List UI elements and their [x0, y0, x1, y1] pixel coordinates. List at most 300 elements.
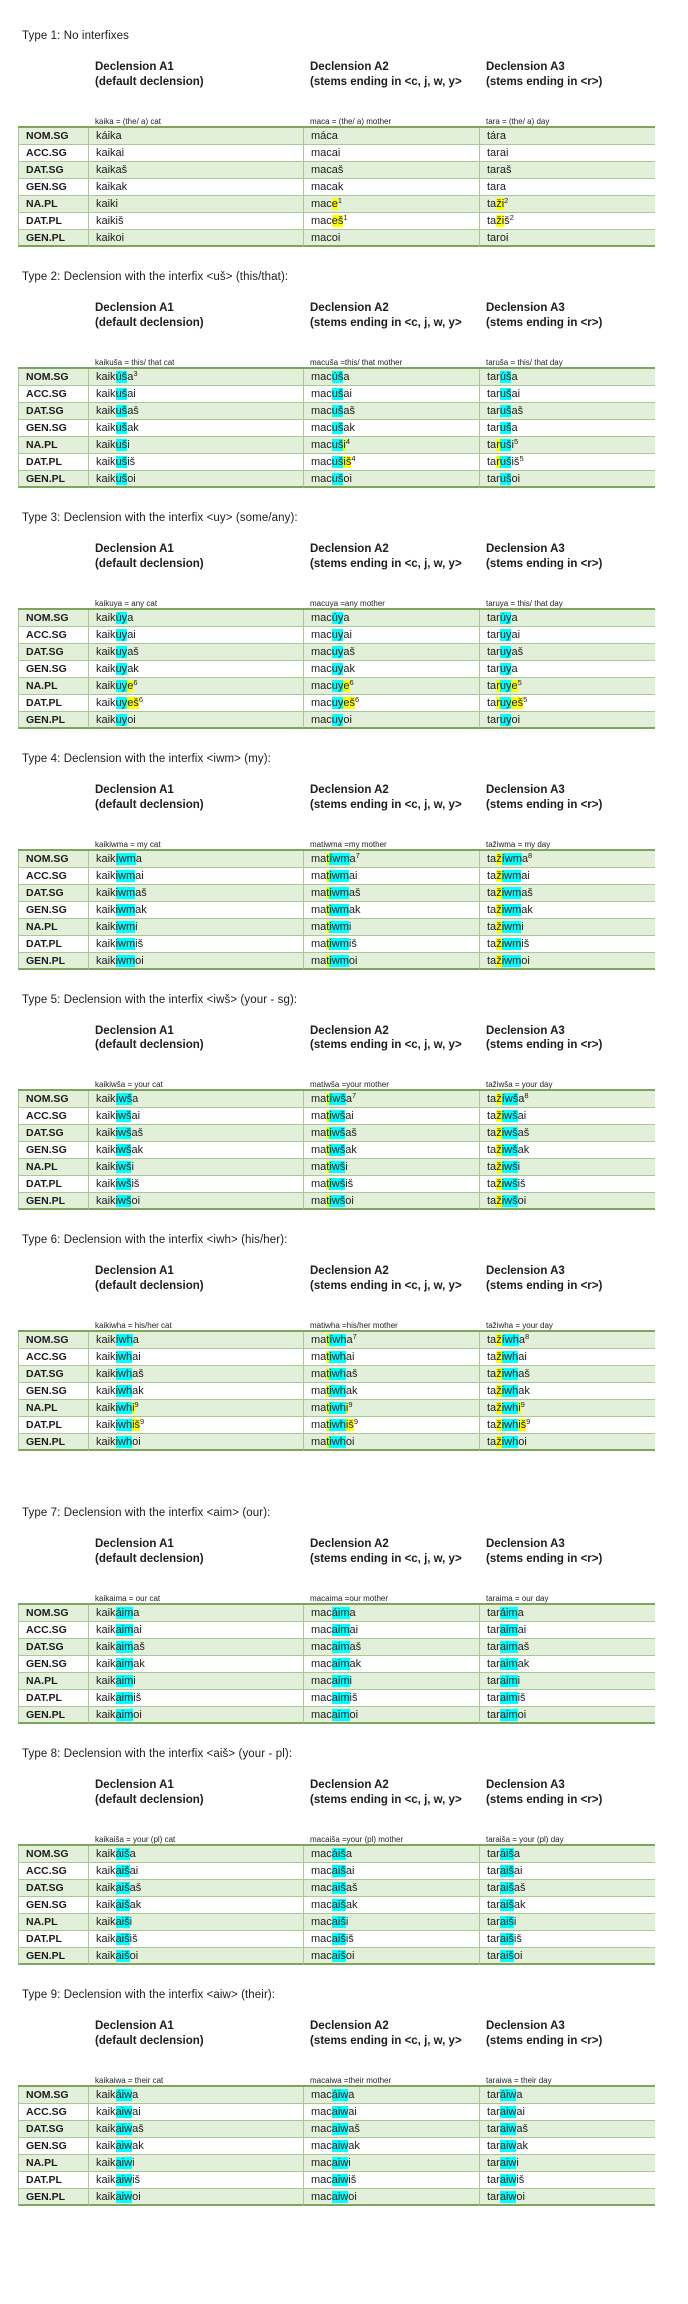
column-header-title: Declension A2 [310, 1024, 389, 1037]
irregular-highlight: ž [496, 1402, 502, 1415]
word-text: i [521, 920, 524, 933]
word-text: mac [311, 2122, 332, 2135]
word-text: ma [311, 1178, 327, 1191]
word-text: mac [311, 2190, 332, 2203]
word-cell [303, 678, 479, 695]
column-header-subtitle: (stems ending in <c, j, w, y> [310, 1794, 462, 1807]
word-cell [303, 1656, 479, 1673]
interfix-highlight: íwm [329, 852, 350, 865]
word-text: mac [311, 1848, 332, 1860]
word-text: kaik [96, 920, 116, 933]
word-text: ai [518, 1351, 527, 1364]
word-cell [88, 627, 303, 644]
interfix-highlight: aim [331, 1692, 350, 1705]
word-text: mac [311, 2088, 332, 2101]
interfix-highlight: aiš [499, 1899, 514, 1911]
word-cell [303, 902, 479, 919]
word-text: kaik [96, 1933, 116, 1945]
word-text: ai [517, 1110, 527, 1123]
word-text: a [349, 1607, 356, 1620]
irregular-highlight: ž [496, 1161, 502, 1174]
interfix-highlight: uy [115, 679, 128, 692]
interfix-highlight: iwš [115, 1110, 132, 1123]
irregular-highlight: t [326, 1419, 330, 1432]
word-cell [88, 1673, 303, 1690]
interfix-highlight: aiš [331, 1950, 346, 1962]
word-text: ta [487, 455, 497, 468]
word-text: a [348, 2088, 355, 2101]
word-text: iš [127, 455, 136, 468]
interfix-highlight: áiw [115, 2088, 133, 2101]
word-text: oi [133, 1709, 142, 1722]
example-gloss-spacer [18, 1077, 88, 1091]
interfix-highlight: aiw [499, 2139, 517, 2152]
word-text: ma [311, 1402, 327, 1415]
word-cell [303, 1142, 479, 1159]
word-text: iš [131, 1178, 140, 1191]
word-text: aš [345, 1127, 357, 1140]
word-text: tar [487, 1692, 500, 1705]
word-cell [479, 369, 655, 386]
word-cell [303, 695, 479, 712]
word-text: a [511, 370, 518, 383]
word-cell [479, 471, 655, 488]
column-header-title: Declension A2 [310, 783, 389, 796]
column-header-spacer [18, 1264, 88, 1294]
word-cell [479, 1863, 655, 1880]
column-headers-row [18, 60, 655, 90]
word-text: mac [311, 387, 332, 400]
word-text: ak [343, 662, 356, 675]
interfix-highlight: iwš [329, 1161, 346, 1174]
case-label: NOM.SG [18, 1332, 88, 1349]
word-text: kaik [96, 1195, 116, 1208]
word-cell [479, 1366, 655, 1383]
interfix-highlight: iwm [115, 886, 136, 899]
interfix-highlight: aim [331, 1709, 350, 1722]
word-cell [88, 386, 303, 403]
irregular-highlight: iš [345, 1419, 354, 1432]
case-label: DAT.SG [18, 1880, 88, 1897]
interfix-highlight: úš [115, 370, 128, 383]
interfix-highlight: iwš [329, 1110, 346, 1123]
interfix-highlight: uš [499, 421, 512, 434]
word-cell [88, 1880, 303, 1897]
footnote-superscript: 8 [527, 850, 533, 860]
case-label: DAT.SG [18, 1366, 88, 1383]
word-text: tar [487, 2105, 500, 2118]
column-headers-row [18, 542, 655, 572]
interfix-highlight: aiw [499, 2105, 517, 2118]
word-text: i [517, 1161, 521, 1174]
column-header-subtitle: (stems ending in <c, j, w, y> [310, 1553, 462, 1566]
word-text: a [129, 1848, 136, 1860]
example-gloss: taraiša = your (pl) day [479, 1832, 655, 1846]
example-gloss: kaikiwha = his/her cat [88, 1318, 303, 1332]
word-cell [303, 369, 479, 386]
word-cell [88, 919, 303, 936]
word-cell [303, 2087, 479, 2104]
section-title: Type 3: Declension with the interfix <uy> (some/any): [22, 511, 298, 524]
word-text: a [343, 611, 350, 624]
interfix-highlight: aim [115, 1641, 134, 1654]
irregular-highlight: ž [496, 1127, 502, 1140]
word-cell [88, 454, 303, 471]
word-cell [479, 1091, 655, 1108]
column-header-title: Declension A1 [95, 542, 174, 555]
word-cell [88, 1690, 303, 1707]
interfix-highlight: aiw [499, 2156, 517, 2169]
word-cell [479, 437, 655, 454]
case-label: GEN.SG [18, 1383, 88, 1400]
interfix-highlight: iwm [501, 886, 522, 899]
word-text: kaik [96, 1658, 116, 1671]
case-label: GEN.SG [18, 661, 88, 678]
word-cell [88, 230, 303, 247]
word-text: kaikiš [96, 214, 124, 227]
interfix-highlight: uy [499, 628, 512, 641]
word-text: a [132, 1334, 139, 1347]
interfix-highlight: aiš [115, 1933, 130, 1945]
interfix-highlight: aim [115, 1624, 134, 1637]
word-cell [303, 230, 479, 247]
interfix-highlight: uy [115, 696, 128, 709]
word-text: tar [487, 628, 500, 641]
word-cell [303, 851, 479, 868]
interfix-highlight: uš [115, 387, 128, 400]
case-label: NOM.SG [18, 128, 88, 145]
footnote-superscript: 6 [349, 677, 354, 687]
word-text: a [132, 2088, 139, 2101]
column-header-title: Declension A2 [310, 2020, 389, 2032]
word-text: a [127, 370, 134, 383]
word-cell [303, 1434, 479, 1451]
interfix-highlight: uy [499, 662, 512, 675]
footnote-superscript: 6 [138, 694, 143, 704]
word-cell [479, 1349, 655, 1366]
column-header [479, 60, 655, 90]
case-label: ACC.SG [18, 386, 88, 403]
irregular-highlight: t [326, 937, 330, 950]
word-cell [479, 902, 655, 919]
word-text: ai [345, 1865, 355, 1877]
word-text: kaik [96, 713, 116, 726]
word-cell [479, 2104, 655, 2121]
example-gloss: taraiwa = their day [479, 2073, 655, 2087]
word-text: kaik [96, 1916, 116, 1928]
interfix-highlight: uš [115, 438, 128, 451]
word-cell [303, 386, 479, 403]
word-text: kaik [96, 404, 116, 417]
word-text: kaik [96, 370, 116, 383]
case-label: DAT.PL [18, 213, 88, 230]
word-text: ai [343, 628, 352, 641]
interfix-highlight: aiš [331, 1933, 346, 1945]
interfix-highlight: aiw [115, 2105, 133, 2118]
word-cell [303, 454, 479, 471]
word-text: ai [511, 628, 521, 641]
interfix-highlight: uš [331, 455, 344, 468]
footnote-superscript: 9 [140, 1417, 145, 1427]
irregular-highlight: t [326, 1144, 330, 1157]
case-label: NA.PL [18, 1914, 88, 1931]
interfix-highlight: uš [499, 404, 512, 417]
word-cell [479, 936, 655, 953]
word-cell [303, 1349, 479, 1366]
word-cell [303, 145, 479, 162]
interfix-highlight: iwš [329, 1144, 346, 1157]
word-text: kaik [96, 2088, 116, 2101]
word-cell [479, 2155, 655, 2172]
interfix-highlight: aiw [115, 2156, 133, 2169]
case-label: GEN.PL [18, 1193, 88, 1210]
word-text: ma [311, 1351, 327, 1364]
word-cell [479, 1417, 655, 1434]
word-text: kaik [96, 2190, 116, 2203]
column-header-title: Declension A1 [95, 2020, 174, 2032]
word-cell [479, 386, 655, 403]
interfix-highlight: aiw [115, 2139, 133, 2152]
declension-table [18, 1832, 655, 1965]
word-text: tar [487, 1848, 500, 1860]
word-text: ai [521, 869, 530, 882]
word-text: oi [517, 1709, 527, 1722]
example-gloss: macaima =our mother [303, 1591, 479, 1605]
word-cell [479, 1690, 655, 1707]
example-gloss: tažiwha = your day [479, 1318, 655, 1332]
irregular-highlight: ž [496, 1195, 502, 1208]
word-text: ma [311, 903, 327, 916]
word-text: ta [487, 1351, 497, 1364]
interfix-highlight: aiš [331, 1882, 346, 1894]
interfix-highlight: uš [499, 472, 512, 485]
word-text: ma [311, 869, 327, 882]
word-cell [88, 162, 303, 179]
word-text: mac [311, 1709, 332, 1722]
word-text: a [349, 852, 356, 865]
irregular-highlight: t [326, 886, 330, 899]
interfix-highlight: iwh [501, 1368, 519, 1381]
word-text: i [127, 438, 130, 451]
word-text: mac [311, 404, 332, 417]
interfix-highlight: iwš [501, 1161, 518, 1174]
footnote-superscript: 4 [345, 436, 351, 446]
word-text: aš [132, 1368, 144, 1381]
word-text: mac [311, 438, 332, 451]
word-text: tar [487, 404, 500, 417]
interfix-highlight: úš [499, 370, 512, 383]
word-text: aš [129, 1882, 142, 1894]
interfix-highlight: iwh [501, 1436, 519, 1449]
footnote-superscript: 8 [524, 1091, 529, 1101]
word-text: ta [487, 1385, 497, 1398]
interfix-highlight: uš [331, 404, 344, 417]
word-text: ta [487, 438, 497, 451]
word-text: kaik [96, 1402, 116, 1415]
irregular-highlight: t [326, 1178, 330, 1191]
word-text: káika [96, 129, 122, 142]
word-text: i [348, 920, 352, 933]
word-cell [479, 213, 655, 230]
interfix-highlight: uš [331, 438, 344, 451]
word-text: macoi [311, 231, 341, 244]
word-cell [479, 1948, 655, 1965]
column-header [88, 783, 303, 813]
interfix-highlight: iwš [501, 1144, 518, 1157]
word-cell [479, 885, 655, 902]
word-cell [303, 885, 479, 902]
irregular-highlight: ži [496, 197, 505, 210]
interfix-highlight: uš [499, 387, 512, 400]
column-header-spacer [18, 301, 88, 331]
footnote-superscript: 6 [355, 694, 360, 704]
declension-table [18, 1591, 655, 1724]
word-text: ak [513, 1899, 526, 1911]
column-header-subtitle: (default declension) [95, 798, 204, 811]
column-header-subtitle: (default declension) [95, 2034, 204, 2047]
interfix-highlight: iwš [115, 1195, 132, 1208]
interfix-highlight: aim [499, 1624, 518, 1637]
word-cell [479, 712, 655, 729]
irregular-highlight: t [326, 1110, 330, 1123]
word-cell [479, 644, 655, 661]
word-text: aš [518, 1368, 530, 1381]
word-text: ak [129, 1899, 142, 1911]
example-gloss: macaiwa =their mother [303, 2073, 479, 2087]
word-text: mac [311, 1658, 332, 1671]
word-text: aš [516, 2122, 528, 2135]
column-header-subtitle: (stems ending in <r>) [486, 1039, 603, 1052]
interfix-highlight: iwm [501, 937, 522, 950]
case-label: NA.PL [18, 196, 88, 213]
irregular-highlight: t [326, 1436, 330, 1449]
word-text: kaik [96, 852, 116, 865]
word-cell [303, 1622, 479, 1639]
interfix-highlight: iwh [329, 1402, 346, 1415]
word-cell [88, 437, 303, 454]
interfix-highlight: úy [331, 611, 344, 624]
footnote-superscript: 5 [519, 453, 524, 463]
example-gloss: maca = (the/ a) mother [303, 114, 479, 128]
case-label: NA.PL [18, 437, 88, 454]
word-text: mac [311, 713, 332, 726]
word-text: tar [487, 1658, 500, 1671]
word-text: i [135, 920, 138, 933]
word-text: kaik [96, 1709, 116, 1722]
column-header [88, 1024, 303, 1054]
case-label: DAT.SG [18, 885, 88, 902]
case-label: DAT.PL [18, 1690, 88, 1707]
word-text: i [345, 1916, 349, 1928]
word-cell [88, 1417, 303, 1434]
interfix-highlight: iwh [329, 1368, 346, 1381]
word-text: a [132, 1093, 139, 1106]
case-label: GEN.PL [18, 2189, 88, 2206]
word-text: ai [129, 1865, 139, 1877]
interfix-highlight: uš [115, 404, 128, 417]
word-cell [303, 1707, 479, 1724]
word-cell [88, 1366, 303, 1383]
word-cell [479, 420, 655, 437]
column-headers-row [18, 1024, 655, 1054]
word-text: ta [487, 1127, 497, 1140]
word-cell [88, 2155, 303, 2172]
word-text: i [517, 1675, 521, 1688]
case-label: ACC.SG [18, 627, 88, 644]
word-cell [303, 610, 479, 627]
word-text: mac [311, 679, 332, 692]
word-text: ta [487, 937, 497, 950]
word-text: i [513, 1916, 517, 1928]
word-cell [303, 1690, 479, 1707]
word-text: kaik [96, 1675, 116, 1688]
column-header-spacer [18, 1537, 88, 1567]
word-cell [88, 1434, 303, 1451]
word-text: ai [511, 387, 521, 400]
word-text: ta [487, 197, 497, 210]
interfix-highlight: iwm [329, 903, 349, 916]
interfix-highlight: aiš [115, 1899, 130, 1911]
interfix-highlight: úy [499, 611, 512, 624]
interfix-highlight: uy [499, 696, 512, 709]
word-text: mac [311, 2173, 332, 2186]
example-gloss: kaikiwma = my cat [88, 837, 303, 851]
word-cell [479, 1125, 655, 1142]
word-text: i [131, 1161, 134, 1174]
interfix-highlight: iwh [115, 1351, 133, 1364]
word-cell [88, 885, 303, 902]
declension-section [18, 1989, 688, 2206]
word-cell [88, 851, 303, 868]
word-text: ta [487, 1368, 497, 1381]
case-label: DAT.PL [18, 1417, 88, 1434]
word-text: kaik [96, 937, 116, 950]
interfix-highlight: aim [499, 1692, 518, 1705]
word-text: aš [135, 886, 147, 899]
word-text: mac [311, 1675, 332, 1688]
interfix-highlight: uy [331, 645, 344, 658]
word-text: a [511, 421, 518, 434]
word-text: oi [132, 1436, 141, 1449]
interfix-highlight: uy [115, 645, 128, 658]
column-headers-row [18, 783, 655, 813]
interfix-highlight: iwm [501, 954, 522, 967]
word-cell [88, 661, 303, 678]
word-text: oi [129, 1950, 139, 1962]
column-header-subtitle: (stems ending in <c, j, w, y> [310, 316, 462, 329]
irregular-highlight: e [331, 197, 338, 210]
word-text: iš [349, 1692, 358, 1705]
word-text: ak [517, 1658, 530, 1671]
word-text: ak [345, 1385, 358, 1398]
column-header-title: Declension A2 [310, 1779, 389, 1792]
example-gloss: macaiša =your (pl) mother [303, 1832, 479, 1846]
case-label: GEN.SG [18, 1142, 88, 1159]
column-header-subtitle: (default declension) [95, 75, 204, 88]
column-header-subtitle: (stems ending in <r>) [486, 75, 603, 88]
interfix-highlight: iwm [115, 903, 136, 916]
case-label: GEN.SG [18, 1656, 88, 1673]
word-cell [88, 2121, 303, 2138]
example-gloss-spacer [18, 2073, 88, 2087]
irregular-highlight: r [496, 455, 500, 468]
interfix-highlight: uy [499, 679, 512, 692]
sections-root [18, 30, 688, 2206]
word-cell [88, 196, 303, 213]
interfix-highlight: iwh [115, 1419, 133, 1432]
word-cell [88, 145, 303, 162]
column-header-subtitle: (default declension) [95, 1553, 204, 1566]
